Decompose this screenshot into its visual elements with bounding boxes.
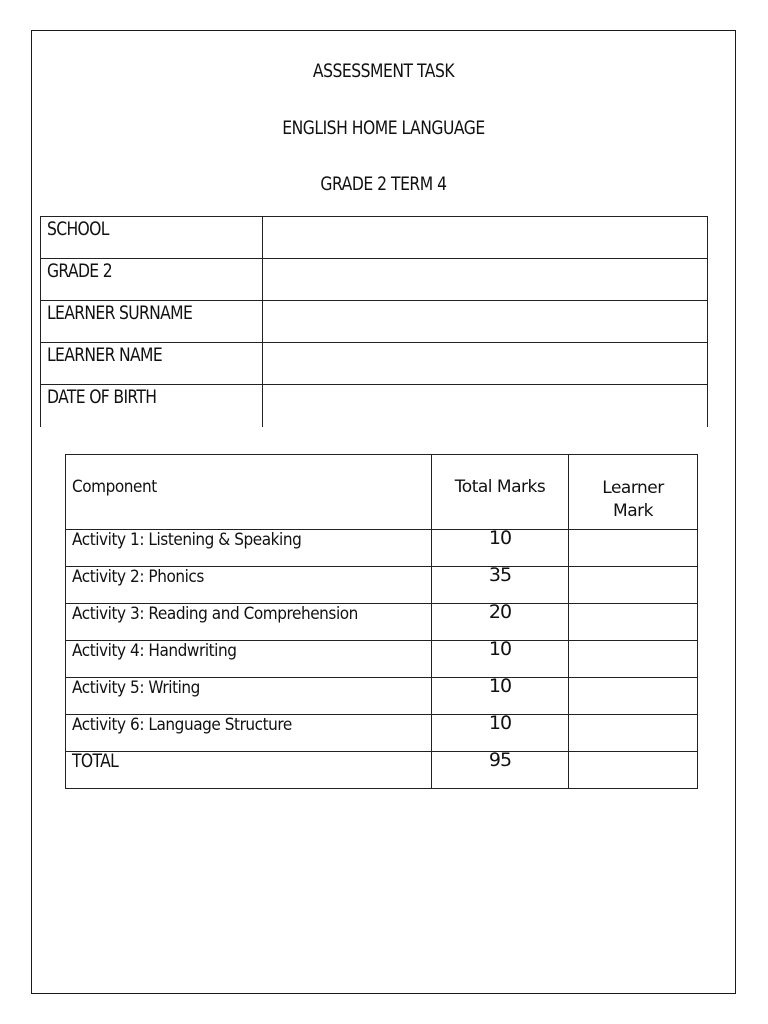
learner-mark-cell[interactable] bbox=[569, 715, 698, 752]
total-cell bbox=[432, 564, 569, 604]
table-row bbox=[66, 641, 698, 678]
table-row bbox=[66, 567, 698, 604]
info-row-school bbox=[41, 217, 708, 259]
learner-total-cell[interactable] bbox=[569, 752, 698, 789]
component-cell bbox=[66, 641, 432, 678]
info-label-cell bbox=[41, 259, 263, 301]
component-cell bbox=[66, 530, 432, 567]
info-label-cell bbox=[41, 217, 263, 259]
grade-term-title: GRADE 2 TERM 4 bbox=[320, 173, 447, 195]
total-marks-value: 10 bbox=[488, 675, 512, 697]
info-row-grade bbox=[41, 259, 708, 301]
table-row bbox=[66, 530, 698, 567]
info-value-grade[interactable] bbox=[263, 259, 708, 301]
component-cell bbox=[66, 567, 432, 604]
component-label: Activity 4: Handwriting bbox=[72, 641, 237, 661]
info-label: LEARNER SURNAME bbox=[47, 302, 193, 324]
info-label-cell bbox=[41, 385, 263, 427]
header-total-marks: Total Marks bbox=[454, 477, 546, 497]
info-label: SCHOOL bbox=[47, 218, 109, 240]
component-label: Activity 3: Reading and Comprehension bbox=[72, 604, 358, 624]
learner-mark-cell[interactable] bbox=[569, 678, 698, 715]
header-total-cell bbox=[432, 455, 569, 530]
component-label: Activity 1: Listening & Speaking bbox=[72, 530, 302, 550]
total-cell bbox=[432, 749, 569, 789]
learner-mark-cell[interactable] bbox=[569, 604, 698, 641]
info-row-name bbox=[41, 343, 708, 385]
component-label: Activity 5: Writing bbox=[72, 678, 200, 698]
info-row-dob bbox=[41, 385, 708, 427]
table-row bbox=[66, 678, 698, 715]
header-learner-line1: Learner bbox=[602, 478, 664, 498]
table-row bbox=[66, 604, 698, 641]
grand-total-value: 95 bbox=[488, 749, 512, 771]
info-label-cell bbox=[41, 301, 263, 343]
total-cell bbox=[432, 601, 569, 641]
learner-mark-cell[interactable] bbox=[569, 567, 698, 604]
document-title: ASSESSMENT TASK bbox=[312, 60, 455, 82]
header-learner-cell bbox=[569, 455, 698, 530]
table-row bbox=[66, 715, 698, 752]
total-marks-value: 35 bbox=[488, 564, 512, 586]
info-value-dob[interactable] bbox=[263, 385, 708, 427]
component-cell bbox=[66, 715, 432, 752]
total-marks-value: 20 bbox=[488, 601, 512, 623]
header-learner-line2: Mark bbox=[613, 501, 653, 521]
total-cell bbox=[432, 527, 569, 567]
info-label: GRADE 2 bbox=[47, 260, 113, 282]
marks-header-row bbox=[66, 455, 698, 530]
info-value-surname[interactable] bbox=[263, 301, 708, 343]
info-value-school[interactable] bbox=[263, 217, 708, 259]
header-component-cell bbox=[66, 455, 432, 530]
info-label-cell bbox=[41, 343, 263, 385]
learner-mark-cell[interactable] bbox=[569, 641, 698, 678]
component-cell bbox=[66, 752, 432, 789]
learner-mark-cell[interactable] bbox=[569, 530, 698, 567]
component-cell bbox=[66, 604, 432, 641]
total-marks-value: 10 bbox=[488, 712, 512, 734]
learner-info-table bbox=[40, 216, 708, 427]
total-row bbox=[66, 752, 698, 789]
info-value-name[interactable] bbox=[263, 343, 708, 385]
header-component: Component bbox=[72, 477, 157, 497]
component-label: Activity 2: Phonics bbox=[72, 567, 204, 587]
info-row-surname bbox=[41, 301, 708, 343]
component-cell bbox=[66, 678, 432, 715]
total-cell bbox=[432, 675, 569, 715]
total-label: TOTAL bbox=[72, 750, 119, 772]
component-label: Activity 6: Language Structure bbox=[72, 715, 292, 735]
marks-table bbox=[65, 454, 698, 789]
total-marks-value: 10 bbox=[488, 527, 512, 549]
total-marks-value: 10 bbox=[488, 638, 512, 660]
total-cell bbox=[432, 712, 569, 752]
subject-title: ENGLISH HOME LANGUAGE bbox=[282, 117, 485, 139]
header-learner-mark bbox=[569, 477, 697, 523]
info-label: DATE OF BIRTH bbox=[47, 386, 157, 408]
info-label: LEARNER NAME bbox=[47, 344, 163, 366]
total-cell bbox=[432, 638, 569, 678]
